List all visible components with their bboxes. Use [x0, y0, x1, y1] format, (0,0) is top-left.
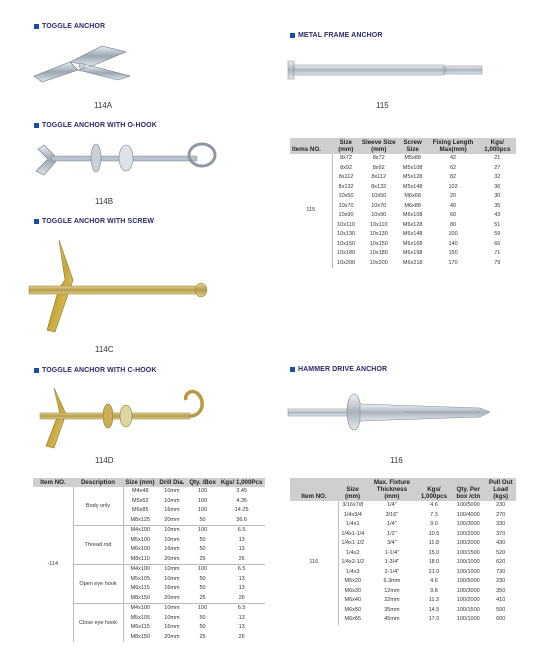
fixture-thickness-cell: 1/4" [387, 521, 397, 527]
qty-per-box-cell: 100/1000 [456, 616, 480, 622]
header-fixing-length: Fixing Length Max(mm) [427, 138, 478, 154]
fixing-length-cell: 140 [448, 240, 458, 247]
size-cell: 1/4x1-1/4 [341, 530, 365, 537]
screw-size-cell: M6x148 [402, 231, 423, 237]
fixture-thickness-cell: 3/16" [385, 511, 399, 518]
heading-text: TOGGLE ANCHOR WITH SCREW [42, 218, 155, 225]
heading-text: TOGGLE ANCHOR WITH O-HOOK [42, 122, 157, 129]
toggle-anchor-o-hook-image [30, 135, 220, 195]
header-screw-size: Screw Size [398, 138, 428, 154]
pull-out-load-cell: 350 [496, 587, 506, 594]
pull-out-load-cell: 430 [496, 540, 506, 546]
screw-size-cell: M6x128 [402, 221, 423, 228]
kgs-cell: 13 [238, 546, 245, 552]
pull-out-load-cell: 230 [496, 578, 506, 584]
kgs-cell: 14.5 [428, 606, 440, 613]
fixing-length-cell: 100 [448, 231, 458, 237]
table-row [290, 154, 516, 164]
sleeve-size-cell: 10x110 [369, 221, 388, 228]
qty-per-box-cell: 100/1000 [456, 559, 480, 565]
size-cell: 10x70 [338, 202, 354, 209]
fixing-length-cell: 60 [449, 212, 457, 218]
fixture-thickness-cell: 1-1/4" [384, 549, 400, 556]
kgs-cell: 4.6 [430, 502, 438, 508]
size-cell: M8x150 [130, 633, 151, 640]
header-kgs: Kgs/ 1,000pcs [417, 478, 451, 501]
sleeve-size-cell: 10x50 [371, 193, 387, 199]
size-cell: 3/16x7/8 [342, 502, 364, 508]
caption-114b: 114B [95, 197, 114, 206]
table-116 [290, 478, 516, 625]
qty-box-cell: 50 [199, 516, 206, 523]
header-sleeve-size: Sleeve Size (mm) [360, 138, 398, 154]
drill-dia-cell: 16mm [164, 546, 180, 552]
drill-dia-cell: 10mm [164, 488, 180, 494]
kgs-cell: 26 [238, 555, 245, 562]
fixing-length-cell: 20 [449, 193, 457, 199]
table-header-row [33, 478, 265, 487]
screw-size-cell: M6x198 [402, 250, 423, 256]
size-cell: M6x115 [130, 585, 150, 591]
size-cell: 1/4x3 [346, 568, 360, 575]
size-cell: M6x30 [344, 587, 362, 594]
kgs-cell: 3.45 [236, 488, 247, 494]
fixing-length-cell: 42 [449, 155, 457, 161]
qty-box-cell: 25 [199, 555, 206, 562]
drill-dia-cell: 10mm [164, 497, 180, 504]
screw-size-cell: M5x128 [402, 174, 423, 180]
size-cell: 1/4x1 [346, 521, 360, 527]
qty-box-cell: 50 [199, 585, 206, 591]
kgs-cell: 11.3 [428, 597, 440, 603]
kgs-cell: 13 [238, 536, 245, 543]
caption-114a: 114A [94, 101, 113, 110]
kgs-cell: 51 [494, 221, 501, 228]
hammer-drive-anchor-image [284, 390, 494, 440]
qty-per-box-cell: 100/1000 [456, 568, 480, 575]
screw-size-cell: M5x88 [404, 155, 421, 161]
table-115 [290, 138, 516, 268]
size-cell: 10x130 [337, 231, 356, 237]
header-kgs: Kgs/ 1,000Pcs [218, 478, 265, 487]
kgs-cell: 30 [494, 193, 501, 199]
kgs-cell: 11.8 [428, 540, 440, 546]
qty-box-cell: 100 [197, 497, 208, 504]
size-cell: 8x72 [340, 155, 353, 161]
kgs-cell: 27 [494, 164, 501, 171]
heading-metal-frame-anchor [290, 32, 383, 39]
sleeve-size-cell: 10x70 [371, 202, 387, 209]
description-cell: Thread rod [73, 526, 123, 565]
size-cell: 1/4x2-1/2 [341, 559, 365, 565]
kgs-cell: 36.6 [236, 516, 247, 523]
size-cell: M5x105 [130, 614, 151, 621]
fixture-thickness-cell: 22mm [384, 597, 400, 603]
kgs-cell: 79 [494, 259, 501, 266]
qty-per-box-cell: 100/1500 [456, 549, 480, 556]
kgs-cell: 6.5 [218, 526, 265, 536]
heading-hammer-drive-anchor [290, 366, 387, 373]
description-cell: Open eye hook [73, 565, 123, 604]
screw-size-cell: M5x108 [402, 164, 423, 171]
qty-per-box-cell: 100/2000 [456, 530, 480, 537]
size-cell: 8x92 [340, 164, 353, 171]
kgs-cell: 21.0 [428, 568, 440, 575]
size-cell: M4x48 [132, 488, 149, 494]
header-qty-per-box: Qty. Per box /ctn [451, 478, 485, 501]
kgs-cell: 43 [494, 212, 501, 218]
caption-116: 116 [390, 456, 403, 465]
header-fixture-thickness: Max. Fixture Thickness (mm) [367, 478, 417, 501]
drill-dia-cell: 20mm [164, 555, 180, 562]
bullet-square-icon [34, 368, 39, 373]
qty-per-box-cell: 100/2000 [456, 597, 480, 603]
kgs-cell: 7.3 [430, 511, 438, 518]
kgs-cell: 71 [494, 250, 501, 256]
kgs-cell: 13 [238, 624, 245, 630]
kgs-cell: 6.5 [218, 565, 265, 575]
bullet-square-icon [34, 24, 39, 29]
heading-toggle-anchor [34, 23, 105, 30]
fixing-length-cell: 150 [448, 250, 458, 256]
kgs-cell: 36 [494, 183, 501, 190]
table-header-row [290, 138, 516, 154]
bullet-square-icon [34, 123, 39, 128]
pull-out-load-cell: 620 [496, 559, 506, 565]
header-item-no: Item NO. [33, 478, 73, 487]
size-cell: 10x110 [337, 221, 355, 228]
fixture-thickness-cell: 45mm [384, 616, 400, 622]
size-cell: 8x112 [338, 174, 354, 180]
table-header-row [290, 478, 516, 501]
size-cell: 1/4x2 [346, 549, 360, 556]
qty-box-cell: 25 [199, 594, 206, 601]
bullet-square-icon [34, 219, 39, 224]
size-cell: 1/4x3/4 [343, 511, 362, 518]
heading-text: TOGGLE ANCHOR [42, 23, 106, 30]
header-size: Size (mm) [332, 138, 360, 154]
drill-dia-cell: 10mm [157, 526, 187, 536]
fixture-thickness-cell: 2-1/4" [384, 568, 400, 575]
qty-box-cell: 100 [197, 488, 208, 494]
header-drill-dia: Drill Dia. [157, 478, 187, 487]
description-cell: Body only [73, 487, 123, 526]
qty-per-box-cell: 100/3000 [456, 521, 480, 527]
pull-out-load-cell: 520 [496, 549, 506, 556]
drill-dia-cell: 10mm [164, 536, 180, 543]
qty-box-cell: 100 [187, 526, 218, 536]
heading-text: METAL FRAME ANCHOR [298, 32, 383, 39]
qty-box-cell: 25 [199, 633, 206, 640]
pull-out-load-cell: 500 [496, 606, 506, 613]
kgs-cell: 66 [494, 240, 501, 247]
size-cell: M6x50 [344, 606, 362, 613]
size-cell: M8x110 [130, 555, 150, 562]
kgs-cell: 59 [494, 231, 501, 237]
sleeve-size-cell: 10x130 [369, 231, 388, 237]
size-cell: M6x65 [344, 616, 362, 622]
sleeve-size-cell: 8x72 [372, 155, 385, 161]
qty-box-cell: 50 [199, 575, 206, 582]
qty-box-cell: 100 [197, 507, 208, 513]
header-pull-out-load: Pull Out Load (kgs) [485, 478, 516, 501]
qty-per-box-cell: 100/3000 [456, 587, 480, 594]
header-description: Description [73, 478, 123, 487]
drill-dia-cell: 16mm [164, 624, 180, 630]
size-cell: 1/4x1-1/2 [341, 540, 365, 546]
kgs-cell: 4.6 [430, 578, 438, 584]
drill-dia-cell: 20mm [164, 594, 180, 601]
sleeve-size-cell: 10x90 [371, 212, 387, 218]
pull-out-load-cell: 410 [496, 597, 506, 603]
heading-toggle-anchor-c-hook [34, 367, 157, 374]
sleeve-size-cell: 10x200 [369, 259, 388, 266]
size-cell: M4x100 [123, 526, 157, 536]
qty-per-box-cell: 100/1500 [456, 606, 480, 613]
size-cell: M5x105 [130, 575, 151, 582]
fixture-thickness-cell: 1-3/4" [384, 559, 400, 565]
qty-box-cell: 50 [199, 536, 206, 543]
size-cell: 10x180 [337, 250, 356, 256]
size-cell: M6x85 [132, 507, 149, 513]
kgs-cell: 6.5 [218, 604, 265, 614]
qty-per-box-cell: 100/5000 [456, 578, 480, 584]
fixture-thickness-cell: 1/2" [387, 530, 397, 537]
kgs-cell: 26 [238, 633, 245, 640]
drill-dia-cell: 16mm [164, 507, 180, 513]
kgs-cell: 13 [238, 575, 245, 582]
fixing-length-cell: 170 [448, 259, 458, 266]
header-qty-box: Qty. /Box [187, 478, 218, 487]
size-cell: M5x20 [344, 578, 362, 584]
toggle-anchor-c-hook-image [30, 384, 220, 454]
size-cell: M6x100 [130, 546, 151, 552]
qty-per-box-cell: 100/2000 [456, 540, 480, 546]
bullet-square-icon [290, 367, 295, 372]
size-cell: 10x90 [338, 212, 354, 218]
caption-114d: 114D [95, 456, 114, 465]
qty-box-cell: 100 [187, 565, 218, 575]
fixing-length-cell: 80 [449, 221, 457, 228]
size-cell: M4x100 [123, 565, 157, 575]
qty-per-box-cell: 100/4000 [456, 511, 480, 518]
fixture-thickness-cell: 6.3mm [383, 578, 401, 584]
screw-size-cell: M6x168 [402, 240, 423, 247]
pull-out-load-cell: 330 [496, 521, 506, 527]
caption-115: 115 [376, 101, 389, 110]
drill-dia-cell: 10mm [157, 565, 187, 575]
fixture-thickness-cell: 1/4" [387, 502, 397, 508]
drill-dia-cell: 20mm [164, 633, 180, 640]
kgs-cell: 13 [238, 585, 245, 591]
header-item-no: Item NO. [290, 478, 338, 501]
pull-out-load-cell: 600 [496, 616, 506, 622]
item-number-cell: 115 [290, 154, 332, 268]
kgs-cell: 13 [238, 614, 245, 621]
size-cell: M8x150 [130, 594, 151, 601]
sleeve-size-cell: 8x132 [371, 183, 387, 190]
size-cell: 10x150 [337, 240, 356, 247]
size-cell: 8x132 [338, 183, 354, 190]
size-cell: 10x200 [337, 259, 356, 266]
kgs-cell: 14.25 [234, 507, 249, 513]
heading-text: HAMMER DRIVE ANCHOR [298, 366, 388, 373]
pull-out-load-cell: 230 [496, 502, 506, 508]
heading-toggle-anchor-o-hook [34, 122, 157, 129]
kgs-cell: 17.0 [428, 616, 440, 622]
sleeve-size-cell: 8x92 [372, 164, 385, 171]
heading-toggle-anchor-screw [34, 218, 154, 225]
drill-dia-cell: 10mm [164, 575, 180, 582]
fixture-thickness-cell: 35mm [384, 606, 400, 613]
header-size: Size (mm) [123, 478, 157, 487]
item-number-cell: -114 [33, 487, 73, 642]
toggle-anchor-screw-image [25, 236, 215, 336]
toggle-anchor-image [30, 40, 140, 85]
qty-box-cell: 100 [187, 604, 218, 614]
fixing-length-cell: 102 [448, 183, 458, 190]
size-cell: M5x62 [132, 497, 149, 504]
fixing-length-cell: 40 [449, 202, 457, 209]
screw-size-cell: M6x68 [404, 193, 421, 199]
sleeve-size-cell: 10x150 [369, 240, 388, 247]
fixture-thickness-cell: 3/4" [387, 540, 397, 546]
size-cell: M4x100 [123, 604, 157, 614]
qty-box-cell: 50 [199, 546, 206, 552]
kgs-cell: 21 [494, 155, 501, 161]
fixing-length-cell: 82 [449, 174, 457, 180]
drill-dia-cell: 10mm [164, 614, 180, 621]
header-kgs: Kgs/ 1,000pcs [479, 138, 516, 154]
metal-frame-anchor-image [286, 56, 486, 86]
pull-out-load-cell: 370 [496, 530, 506, 537]
kgs-cell: 26 [238, 594, 245, 601]
size-cell: M8x125 [130, 516, 151, 523]
screw-size-cell: M6x218 [402, 259, 423, 266]
table-row [33, 487, 265, 497]
size-cell: M6x40 [344, 597, 362, 603]
heading-text: TOGGLE ANCHOR WITH C-HOOK [42, 367, 157, 374]
drill-dia-cell: 10mm [157, 604, 187, 614]
fixing-length-cell: 62 [449, 164, 457, 171]
screw-size-cell: M6x108 [402, 212, 423, 218]
size-cell: M5x100 [130, 536, 151, 543]
drill-dia-cell: 20mm [164, 516, 180, 523]
kgs-cell: 9.0 [430, 521, 438, 527]
size-cell: M6x115 [130, 624, 150, 630]
table-114 [33, 478, 265, 642]
pull-out-load-cell: 730 [496, 568, 506, 575]
fixture-thickness-cell: 12mm [384, 587, 400, 594]
item-number-cell: 116 [290, 501, 338, 625]
description-cell: Close eye hook [73, 604, 123, 643]
screw-size-cell: M5x148 [402, 183, 423, 190]
kgs-cell: 4.35 [236, 497, 247, 504]
pull-out-load-cell: 270 [496, 511, 506, 518]
sleeve-size-cell: 8x112 [371, 174, 387, 180]
kgs-cell: 18.0 [428, 559, 440, 565]
table-row [290, 501, 516, 511]
kgs-cell: 9.8 [430, 587, 438, 594]
caption-114c: 114C [95, 345, 114, 354]
size-cell: 10x50 [338, 193, 354, 199]
kgs-cell: 32 [494, 174, 501, 180]
kgs-cell: 35 [494, 202, 501, 209]
qty-per-box-cell: 100/5000 [456, 502, 480, 508]
header-item-no: Items NO. [290, 138, 332, 154]
sleeve-size-cell: 10x180 [369, 250, 388, 256]
drill-dia-cell: 16mm [164, 585, 180, 591]
qty-box-cell: 50 [199, 624, 206, 630]
header-size: Size (mm) [338, 478, 367, 501]
kgs-cell: 10.5 [428, 530, 440, 537]
screw-size-cell: M6x88 [404, 202, 421, 209]
qty-box-cell: 50 [199, 614, 206, 621]
bullet-square-icon [290, 33, 295, 38]
kgs-cell: 15.0 [428, 549, 440, 556]
